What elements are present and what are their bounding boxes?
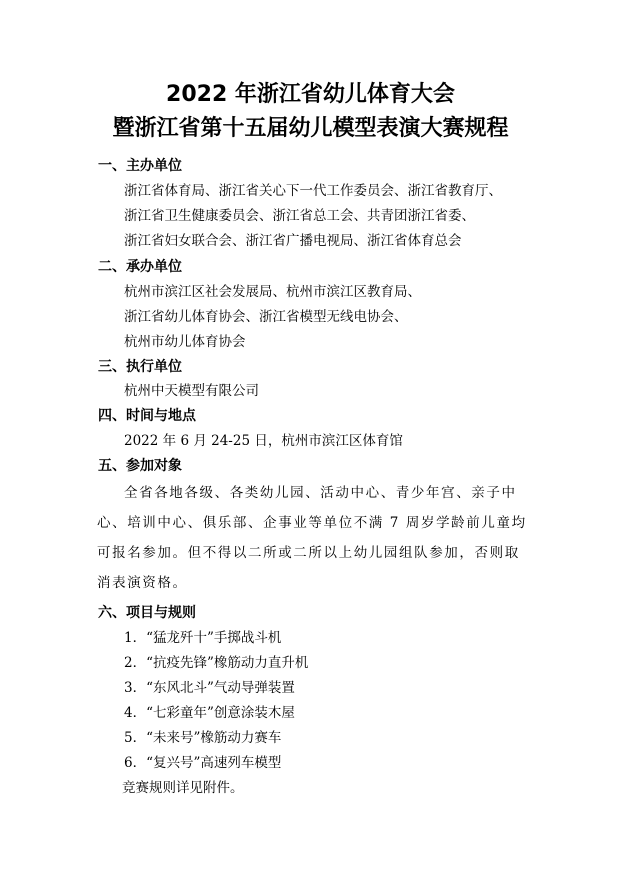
hosts-line: 浙江省幼儿体育协会、浙江省模型无线电协会、	[124, 309, 408, 325]
section-heading-time-place: 四、时间与地点	[98, 408, 196, 424]
hosts-line: 杭州市滨江区社会发展局、杭州市滨江区教育局、	[124, 284, 421, 300]
event-item: 1．“猛龙歼十”手掷战斗机	[124, 630, 282, 646]
document-subtitle: 暨浙江省第十五届幼儿模型表演大赛规程	[112, 116, 509, 141]
event-item: 6．“复兴号”高速列车模型	[124, 755, 282, 771]
rules-footer-note: 竞赛规则详见附件。	[122, 780, 244, 796]
organizers-line: 浙江省体育局、浙江省关心下一代工作委员会、浙江省教育厅、	[124, 183, 502, 199]
section-heading-organizers: 一、主办单位	[98, 158, 182, 174]
event-item: 4．“七彩童年”创意涂装木屋	[124, 705, 295, 721]
section-heading-hosts: 二、承办单位	[98, 259, 182, 275]
organizers-line: 浙江省卫生健康委员会、浙江省总工会、共青团浙江省委、	[124, 208, 475, 224]
hosts-line: 杭州市幼儿体育协会	[124, 334, 246, 350]
organizers-line: 浙江省妇女联合会、浙江省广播电视局、浙江省体育总会	[124, 233, 462, 249]
section-heading-executor: 三、执行单位	[98, 359, 182, 375]
document-title: 2022 年浙江省幼儿体育大会	[166, 82, 455, 107]
section-heading-events-rules: 六、项目与规则	[98, 605, 196, 621]
executor-line: 杭州中天模型有限公司	[124, 383, 259, 399]
participants-paragraph: 全省各地各级、各类幼儿园、活动中心、青少年宫、亲子中心、培训中心、俱乐部、企事业等单位不满 7 周岁学龄前儿童均可报名参加。但不得以二所或二所以上幼儿园组队参加，否则取消表演资格。	[97, 485, 527, 591]
event-item: 5．“未来号”橡筋动力赛车	[124, 730, 282, 746]
event-item: 3．“东风北斗”气动导弹装置	[124, 680, 295, 696]
event-item: 2．“抗疫先锋”橡筋动力直升机	[124, 655, 309, 671]
section-heading-participants: 五、参加对象	[98, 458, 182, 474]
time-place-line: 2022 年 6 月 24-25 日，杭州市滨江区体育馆	[124, 433, 403, 449]
